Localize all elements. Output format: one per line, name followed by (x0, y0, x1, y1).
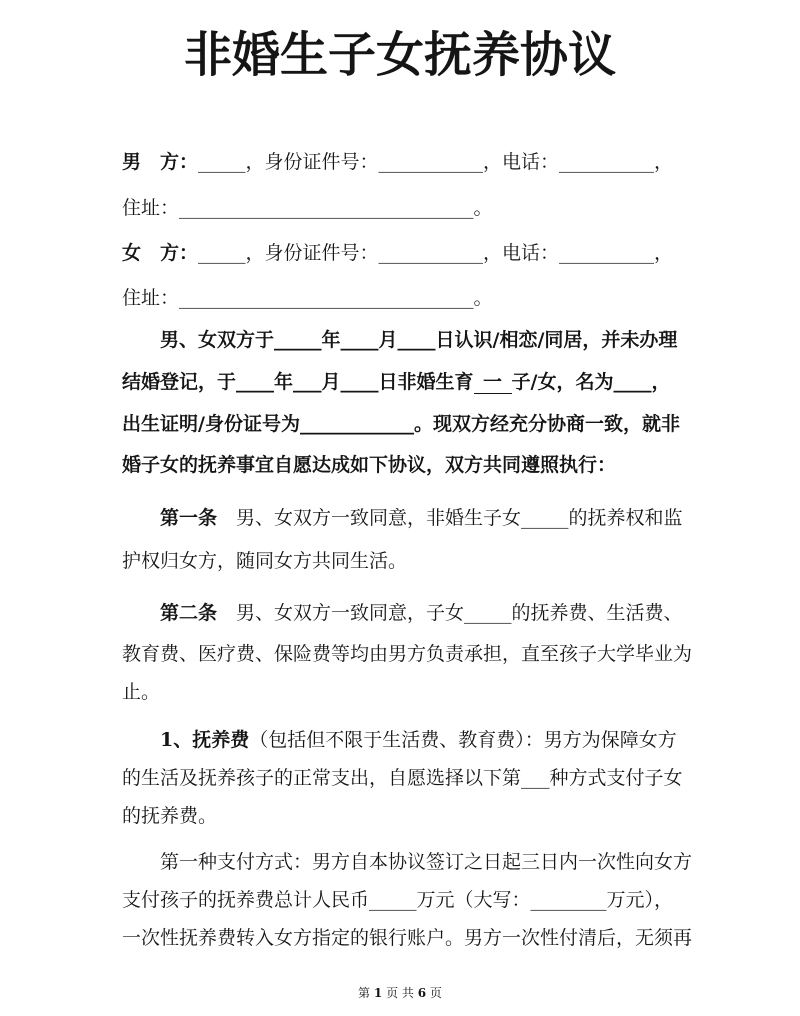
footer-page-total: 6 (417, 986, 427, 1000)
preamble-line-2 (122, 370, 670, 394)
payment-method-1-line-1: 第一种支付方式：男方自本协议签订之日起三日内一次性向女方 (160, 851, 693, 873)
footer-prefix: 第 (358, 986, 371, 1000)
document-title: 非婚生子女抚养协议 (183, 27, 616, 83)
female-party-label: 女 方： (122, 242, 199, 264)
preamble-line-2-before: 结婚登记，于____年___月____日非婚生育 (122, 371, 474, 393)
clause-1-heading: 1、抚养费 (160, 729, 250, 751)
article-2-heading: 第二条 (160, 602, 218, 624)
child-count: 一 (474, 371, 512, 394)
preamble-line-4: 婚子女的抚养事宜自愿达成如下协议，双方共同遵照执行： (122, 454, 617, 476)
male-party-details: _____，身份证件号：___________，电话：__________， (198, 151, 674, 173)
article-1-line-1 (160, 506, 683, 530)
footer-middle: 页 共 (386, 986, 414, 1000)
clause-1-text-1: （包括但不限于生活费、教育费）：男方为保障女方 (249, 729, 677, 751)
article-1-heading: 第一条 (160, 507, 218, 529)
article-1-text-1: 男、女双方一致同意，非婚生子女_____的抚养权和监 (236, 507, 683, 529)
footer-page-number: 1 (373, 986, 383, 1000)
preamble-line-1: 男、女双方于_____年____月____日认识/相恋/同居，并未办理 (160, 329, 678, 351)
clause-1-line-3: 的抚养费。 (122, 805, 218, 827)
article-2-text-1: 男、女双方一致同意，子女_____的抚养费、生活费、 (236, 602, 683, 624)
female-party-details: _____，身份证件号：___________，电话：__________， (198, 242, 674, 264)
female-party-line (122, 241, 673, 265)
clause-1-line-2: 的生活及抚养孩子的正常支出，自愿选择以下第___种方式支付子女 (122, 767, 683, 789)
preamble-line-3: 出生证明/身份证号为____________。现双方经充分协商一致，就非 (122, 413, 680, 435)
footer-suffix: 页 (429, 986, 442, 1000)
preamble-line-2-after: 子/女，名为____， (511, 371, 671, 393)
clause-1-line-1 (160, 728, 677, 752)
payment-method-1-line-2: 支付孩子的抚养费总计人民币_____万元（大写：________万元）， (122, 889, 674, 911)
article-2-line-1 (160, 601, 683, 625)
page-footer (0, 985, 800, 1001)
article-2-line-2: 教育费、医疗费、保险费等均由男方负责承担，直至孩子大学毕业为 (122, 643, 693, 665)
article-2-line-3: 止。 (122, 681, 161, 703)
payment-method-1-line-3: 一次性抚养费转入女方指定的银行账户。男方一次性付清后，无须再 (122, 927, 693, 949)
male-party-address: 住址：_______________________________。 (122, 197, 493, 219)
male-party-label: 男 方： (122, 151, 199, 173)
male-party-line (122, 150, 673, 174)
female-party-address: 住址：_______________________________。 (122, 287, 493, 309)
article-1-line-2: 护权归女方，随同女方共同生活。 (122, 550, 408, 572)
